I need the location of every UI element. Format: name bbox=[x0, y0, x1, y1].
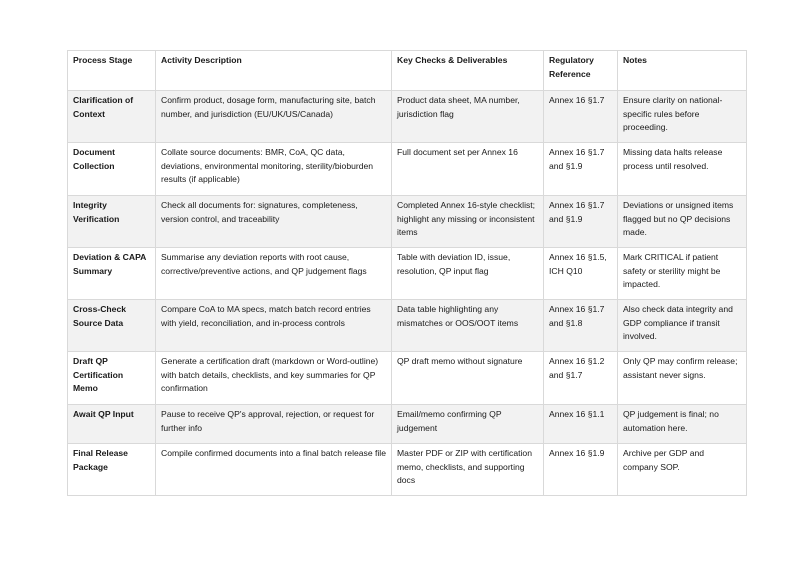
table-header-row bbox=[68, 51, 747, 91]
cell-notes: Ensure clarity on national-specific rules before proceeding. bbox=[618, 91, 747, 143]
cell-deliverables: Table with deviation ID, issue, resolution, QP input flag bbox=[392, 248, 544, 300]
cell-deliverables: Full document set per Annex 16 bbox=[392, 143, 544, 196]
qp-release-process-table bbox=[67, 50, 747, 496]
cell-stage: Final Release Package bbox=[68, 444, 156, 496]
header-process-stage: Process Stage bbox=[68, 51, 156, 91]
table-row bbox=[68, 300, 747, 352]
cell-stage: Integrity Verification bbox=[68, 196, 156, 248]
cell-stage: Await QP Input bbox=[68, 405, 156, 444]
cell-stage: Draft QP Certification Memo bbox=[68, 352, 156, 405]
cell-notes: Only QP may confirm release; assistant never signs. bbox=[618, 352, 747, 405]
cell-reference: Annex 16 §1.9 bbox=[544, 444, 618, 496]
cell-deliverables: Data table highlighting any mismatches or OOS/OOT items bbox=[392, 300, 544, 352]
cell-deliverables: Product data sheet, MA number, jurisdiction flag bbox=[392, 91, 544, 143]
cell-reference: Annex 16 §1.7 bbox=[544, 91, 618, 143]
table-row bbox=[68, 196, 747, 248]
cell-stage: Clarification of Context bbox=[68, 91, 156, 143]
cell-activity: Compare CoA to MA specs, match batch record entries with yield, reconciliation, and in-process controls bbox=[156, 300, 392, 352]
cell-activity: Generate a certification draft (markdown or Word-outline) with batch details, checklists, and key summaries for QP confirmation bbox=[156, 352, 392, 405]
header-activity-description: Activity Description bbox=[156, 51, 392, 91]
cell-notes: Archive per GDP and company SOP. bbox=[618, 444, 747, 496]
table-row bbox=[68, 405, 747, 444]
cell-reference: Annex 16 §1.7 and §1.9 bbox=[544, 196, 618, 248]
cell-reference: Annex 16 §1.5, ICH Q10 bbox=[544, 248, 618, 300]
cell-reference: Annex 16 §1.1 bbox=[544, 405, 618, 444]
cell-reference: Annex 16 §1.7 and §1.9 bbox=[544, 143, 618, 196]
cell-reference: Annex 16 §1.2 and §1.7 bbox=[544, 352, 618, 405]
cell-notes: Also check data integrity and GDP compliance if transit involved. bbox=[618, 300, 747, 352]
cell-deliverables: QP draft memo without signature bbox=[392, 352, 544, 405]
cell-deliverables: Completed Annex 16-style checklist; highlight any missing or inconsistent items bbox=[392, 196, 544, 248]
cell-notes: Deviations or unsigned items flagged but no QP decisions made. bbox=[618, 196, 747, 248]
cell-activity: Check all documents for: signatures, completeness, version control, and traceability bbox=[156, 196, 392, 248]
table-row bbox=[68, 444, 747, 496]
header-regulatory-reference: Regulatory Reference bbox=[544, 51, 618, 91]
cell-notes: Missing data halts release process until resolved. bbox=[618, 143, 747, 196]
table-row bbox=[68, 91, 747, 143]
table-row bbox=[68, 248, 747, 300]
cell-activity: Confirm product, dosage form, manufacturing site, batch number, and jurisdiction (EU/UK/US/Canada) bbox=[156, 91, 392, 143]
cell-activity: Compile confirmed documents into a final batch release file bbox=[156, 444, 392, 496]
header-key-checks: Key Checks & Deliverables bbox=[392, 51, 544, 91]
cell-reference: Annex 16 §1.7 and §1.8 bbox=[544, 300, 618, 352]
cell-notes: Mark CRITICAL if patient safety or sterility might be impacted. bbox=[618, 248, 747, 300]
cell-activity: Summarise any deviation reports with root cause, corrective/preventive actions, and QP judgement flags bbox=[156, 248, 392, 300]
table-row bbox=[68, 143, 747, 196]
cell-stage: Document Collection bbox=[68, 143, 156, 196]
cell-stage: Deviation & CAPA Summary bbox=[68, 248, 156, 300]
cell-deliverables: Master PDF or ZIP with certification memo, checklists, and supporting docs bbox=[392, 444, 544, 496]
cell-activity: Pause to receive QP's approval, rejection, or request for further info bbox=[156, 405, 392, 444]
cell-deliverables: Email/memo confirming QP judgement bbox=[392, 405, 544, 444]
cell-notes: QP judgement is final; no automation here. bbox=[618, 405, 747, 444]
header-notes: Notes bbox=[618, 51, 747, 91]
cell-stage: Cross-Check Source Data bbox=[68, 300, 156, 352]
cell-activity: Collate source documents: BMR, CoA, QC data, deviations, environmental monitoring, sterility/bioburden results (if applicable) bbox=[156, 143, 392, 196]
table-row bbox=[68, 352, 747, 405]
